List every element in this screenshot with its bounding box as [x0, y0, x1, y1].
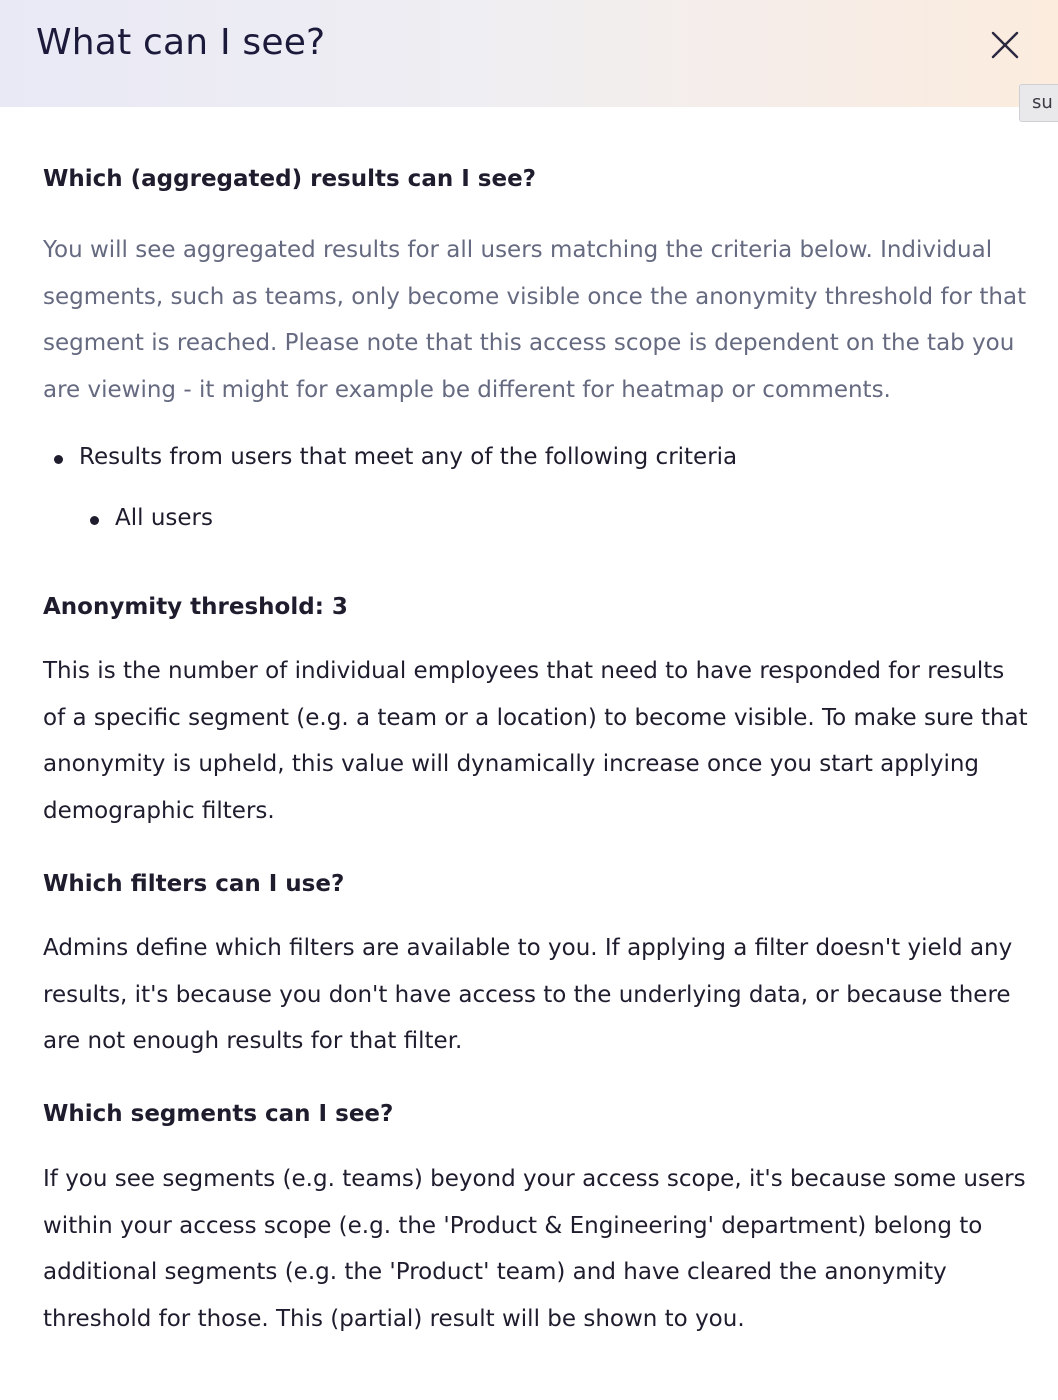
filters-heading: Which filters can I use? — [43, 871, 345, 897]
dialog-header — [0, 0, 1058, 107]
side-tab[interactable]: su — [1019, 84, 1058, 122]
bullet-icon — [54, 455, 63, 464]
results-description: You will see aggregated results for all users matching the criteria below. Individual segments, such as teams, only become visible once the anonymity threshold for that segment is reached. Please note that this access scope is dependent on the tab you are viewing - it might for example be different for heatmap or comments. — [43, 237, 1027, 404]
anonymity-heading: Anonymity threshold: 3 — [43, 594, 348, 620]
criteria-item: All users — [115, 505, 213, 531]
anonymity-description: This is the number of individual employees that need to have responded for results of a specific segment (e.g. a team or a location) to become visible. To make sure that anonymity is upheld, this value will dynamically increase once you start applying demographic filters. — [43, 658, 1028, 825]
dialog-title: What can I see? — [36, 22, 326, 63]
bullet-icon — [90, 516, 99, 525]
results-heading: Which (aggregated) results can I see? — [43, 166, 537, 192]
segments-heading: Which segments can I see? — [43, 1101, 394, 1127]
segments-description: If you see segments (e.g. teams) beyond your access scope, it's because some users within your access scope (e.g. the 'Product & Engineering' department) belong to additional segments (e.g. the 'Product' team) and have cleared the anonymity threshold for those. This (partial) result will be shown to you. — [43, 1166, 1026, 1333]
filters-description: Admins define which filters are available to you. If applying a filter doesn't yield any results, it's because you don't have access to the underlying data, or because there are not enough results for that filter. — [43, 935, 1013, 1055]
criteria-label: Results from users that meet any of the following criteria — [79, 444, 738, 470]
close-icon — [986, 27, 1024, 65]
close-button[interactable] — [986, 27, 1024, 65]
